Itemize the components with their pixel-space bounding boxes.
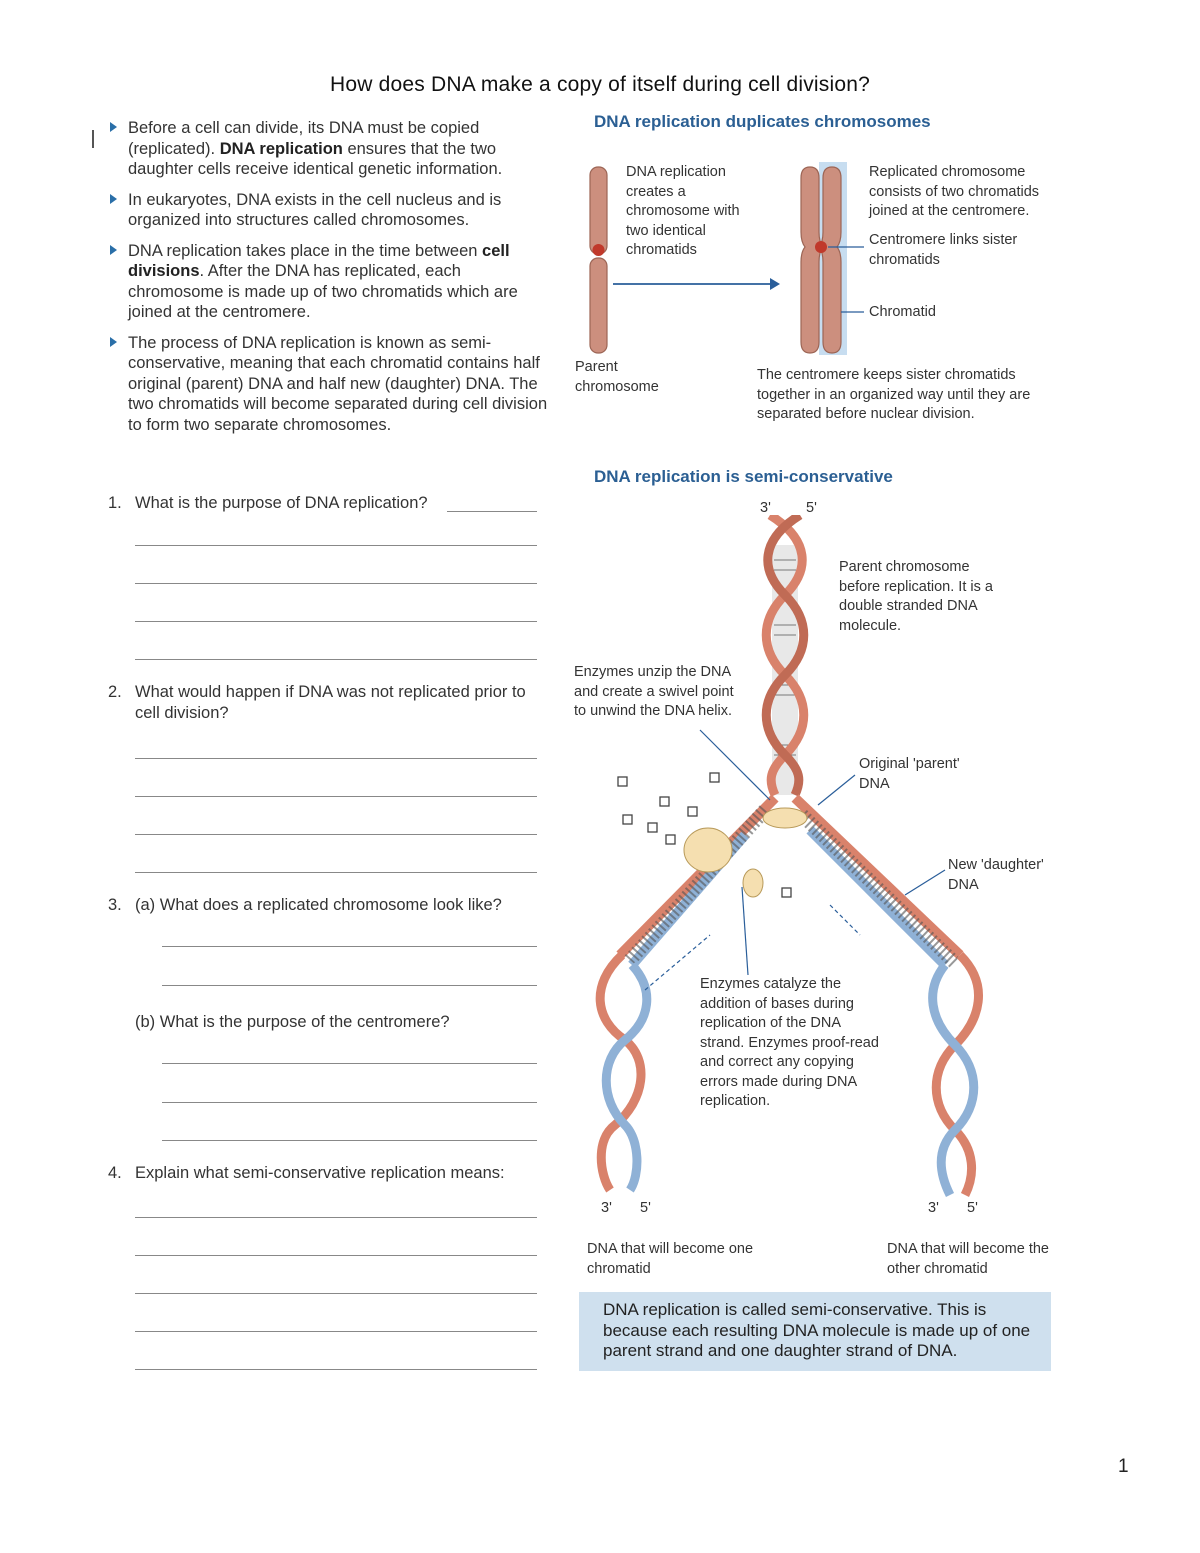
bottom-left-5prime-label: 5' bbox=[640, 1200, 651, 1216]
bullet-4: The process of DNA replication is known as semi-conservative, meaning that each chromatid contains half original (parent) DNA and half new (daughter) DNA. The two chromatids will become separated during cell division to form two separate chromosomes. bbox=[108, 333, 548, 436]
question-2: 2. What would happen if DNA was not replicated prior to cell division? bbox=[108, 683, 526, 722]
figure2-heading: DNA replication is semi-conservative bbox=[594, 467, 893, 486]
label-original-parent: Original 'parent' DNA bbox=[859, 756, 960, 792]
label-keeps: The centromere keeps sister chromatids together in an organized way until they are separated before nuclear division. bbox=[757, 367, 1031, 422]
figure1-heading: DNA replication duplicates chromosomes bbox=[594, 112, 931, 131]
answer-line[interactable] bbox=[135, 621, 537, 622]
parent-helix bbox=[766, 515, 804, 795]
label-one-chromatid: DNA that will become one chromatid bbox=[587, 1241, 754, 1277]
answer-line[interactable] bbox=[135, 796, 537, 797]
top-5prime-label: 5' bbox=[806, 500, 817, 516]
bottom-left-3prime-label: 3' bbox=[601, 1200, 612, 1216]
answer-line[interactable] bbox=[135, 758, 537, 759]
label-other-chromatid: DNA that will become the other chromatid bbox=[887, 1241, 1049, 1277]
bullet-3: DNA replication takes place in the time between cell divisions. After the DNA has replicated, each chromosome is made up of two chromatids which are joined at the centromere. bbox=[108, 241, 548, 323]
answer-line[interactable] bbox=[135, 1331, 537, 1332]
answer-line[interactable] bbox=[447, 511, 537, 512]
answer-line[interactable] bbox=[135, 872, 537, 873]
question-3a: 3. (a) What does a replicated chromosome look like? bbox=[108, 896, 502, 914]
bottom-right-3prime-label: 3' bbox=[928, 1200, 939, 1216]
label-centromere: Centromere links sister chromatids bbox=[869, 232, 1018, 268]
bullet-arrow-icon bbox=[110, 122, 117, 132]
question-4: 4. Explain what semi-conservative replication means: bbox=[108, 1164, 505, 1182]
top-3prime-label: 3' bbox=[760, 500, 771, 516]
bullet-2: In eukaryotes, DNA exists in the cell nucleus and is organized into structures called chromosomes. bbox=[108, 190, 548, 231]
intro-bullets bbox=[108, 118, 548, 445]
bullet-arrow-icon bbox=[110, 337, 117, 347]
answer-line[interactable] bbox=[135, 834, 537, 835]
page-title: How does DNA make a copy of itself during cell division? bbox=[330, 73, 870, 96]
label-chromatid: Chromatid bbox=[869, 304, 936, 320]
answer-line[interactable] bbox=[162, 985, 537, 986]
label-parent-chromosome: Parent chromosome bbox=[575, 359, 659, 395]
margin-mark bbox=[92, 130, 94, 148]
label-parent-before: Parent chromosome before replication. It is a double stranded DNA molecule. bbox=[839, 559, 993, 634]
question-3b: (b) What is the purpose of the centromere? bbox=[135, 1013, 450, 1031]
bullet-arrow-icon bbox=[110, 245, 117, 255]
label-creates: DNA replication creates a chromosome with two identical chromatids bbox=[626, 164, 740, 258]
answer-line[interactable] bbox=[162, 1140, 537, 1141]
answer-line[interactable] bbox=[162, 946, 537, 947]
answer-line[interactable] bbox=[135, 1293, 537, 1294]
answer-line[interactable] bbox=[135, 583, 537, 584]
centromere-dot bbox=[593, 244, 605, 256]
answer-line[interactable] bbox=[162, 1102, 537, 1103]
answer-line[interactable] bbox=[162, 1063, 537, 1064]
label-replicated: Replicated chromosome consists of two chromatids joined at the centromere. bbox=[869, 164, 1040, 219]
answer-line[interactable] bbox=[135, 545, 537, 546]
bottom-right-5prime-label: 5' bbox=[967, 1200, 978, 1216]
parent-chromosome bbox=[590, 167, 607, 353]
centromere-dot bbox=[815, 241, 827, 253]
label-new-daughter: New 'daughter' DNA bbox=[948, 857, 1044, 893]
answer-line[interactable] bbox=[135, 659, 537, 660]
arrow-icon bbox=[613, 278, 780, 290]
label-enzymes-catalyze: Enzymes catalyze the addition of bases during replication of the DNA strand. Enzymes proof-read and correct any copying errors made during DNA replication. bbox=[700, 976, 879, 1109]
page-number: 1 bbox=[1118, 1456, 1129, 1477]
summary-callout: DNA replication is called semi-conservative. This is because each resulting DNA molecule is made up of one parent strand and one daughter strand of DNA. bbox=[579, 1292, 1051, 1371]
bullet-arrow-icon bbox=[110, 194, 117, 204]
question-1: 1. What is the purpose of DNA replication? bbox=[108, 494, 428, 512]
replicated-chromosome bbox=[801, 162, 864, 355]
answer-line[interactable] bbox=[135, 1217, 537, 1218]
answer-line[interactable] bbox=[135, 1369, 537, 1370]
label-enzymes-unzip: Enzymes unzip the DNA and create a swivel point to unwind the DNA helix. bbox=[574, 664, 734, 719]
bullet-1: Before a cell can divide, its DNA must be copied (replicated). DNA replication ensures that the two daughter cells receive identical genetic information. bbox=[108, 118, 548, 180]
answer-line[interactable] bbox=[135, 1255, 537, 1256]
